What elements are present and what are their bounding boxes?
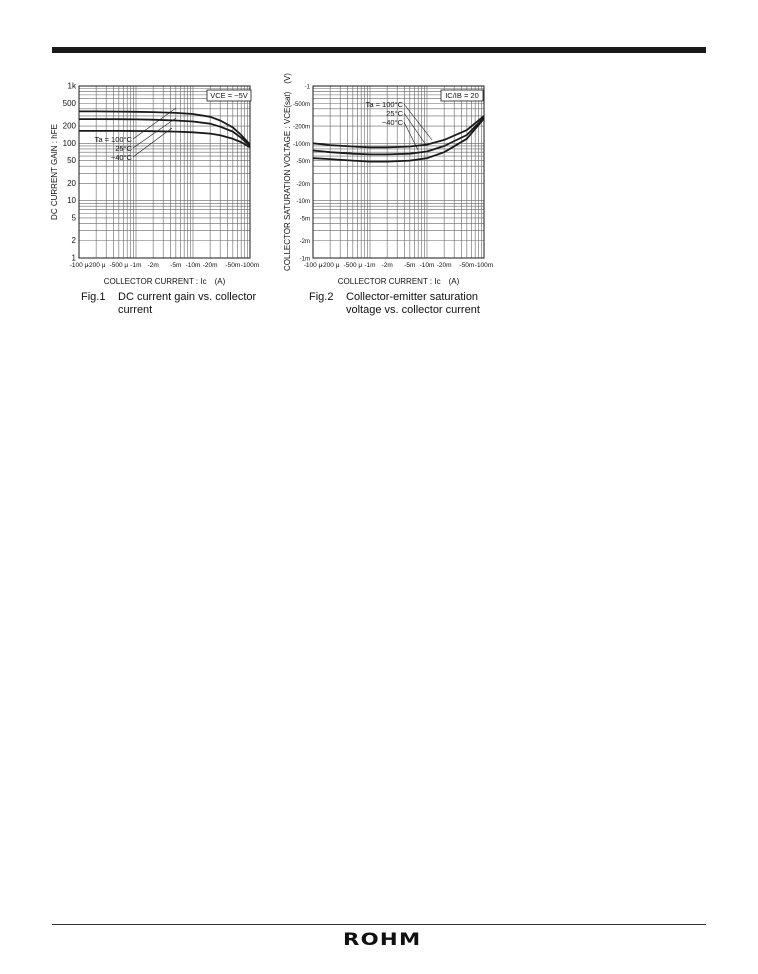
rohm-logo: ROHM [343,930,422,950]
fig2-condition-label: IC/IB = 20 [445,91,479,100]
fig2-x-tick-label: -1m [364,262,376,269]
footer-rule [52,924,706,925]
fig2-caption-text: Collector-emitter saturation voltage vs. collector current [346,291,480,316]
fig1-y-tick-label: 1 [71,253,76,263]
fig2-annotation-1: 25°C [386,109,403,118]
fig2-x-tick-label: -50m [459,262,475,269]
fig2-y-tick-label: -20m [296,181,310,188]
fig1-x-tick-label: -1m [130,262,142,269]
fig2-x-tick-label: -5m [404,262,416,269]
fig2-x-tick-label: -10m [419,262,435,269]
fig2-y-tick-label: -2m [299,239,310,246]
fig1-y-tick-label: 100 [62,138,76,148]
fig1-x-tick-label: -500 μ [109,262,129,269]
fig1-caption-text: DC current gain vs. collector current [118,291,257,316]
fig1-annotation-1: 25°C [115,144,132,153]
fig1-y-tick-label: 1k [67,81,76,91]
fig2-y-tick-label: -100m [292,141,310,148]
fig1-y-tick-label: 10 [67,196,76,206]
fig1-y-tick-label: 20 [67,178,76,188]
fig2-x-tick-label: -2m [381,262,393,269]
fig1-x-tick-label: -50m [225,262,241,269]
fig1-x-tick-label: -5m [170,262,182,269]
fig2-caption [309,291,509,317]
fig2-y-tick-label: -1 [304,84,310,91]
fig2-x-tick-label: -20m [436,262,452,269]
fig2-x-axis-label: COLLECTOR CURRENT : Ic (A) [337,277,460,286]
fig2-y-axis-label: COLLECTOR SATURATION VOLTAGE : VCE(sat) (V) [283,73,292,271]
fig1-y-tick-label: 5 [71,213,76,223]
fig1-x-axis-label: COLLECTOR CURRENT : Ic (A) [103,277,226,286]
fig2-y-tick-label: -5m [299,216,310,223]
fig2-annotation-0: Ta = 100°C [365,100,403,109]
fig1-condition-label: VCE = −5V [210,91,248,100]
fig2-x-tick-label: -100 μ [303,262,323,269]
fig2-y-tick-label: -500m [292,101,310,108]
fig1-caption [81,291,271,317]
fig1-x-tick-label: -20m [202,262,218,269]
fig2-x-tick-label: -500 μ [343,262,363,269]
fig2-caption-number: Fig.2 [309,291,334,303]
fig1-x-tick-label: -10m [185,262,201,269]
fig2-x-tick-label: -200 μ [320,262,340,269]
fig1-y-tick-label: 50 [67,156,76,166]
fig1-caption-number: Fig.1 [81,291,106,303]
fig1-y-tick-label: 2 [71,236,76,246]
fig2-y-tick-label: -1m [299,256,310,263]
fig1-x-tick-label: -100m [240,262,260,269]
fig1-x-tick-label: -2m [147,262,159,269]
fig1-y-tick-label: 500 [62,98,76,108]
fig2-y-tick-label: -10m [296,199,310,206]
fig1-x-tick-label: -100 μ [69,262,89,269]
fig2-x-tick-label: -100m [474,262,494,269]
fig1-y-tick-label: 200 [62,121,76,131]
fig2-y-tick-label: -50m [296,159,310,166]
fig2-y-tick-label: -200m [292,124,310,131]
fig1-annotation-2: −40°C [110,153,132,162]
fig1-annotation-0: Ta = 100°C [94,135,132,144]
fig2-annotation-2: −40°C [381,118,403,127]
fig1-y-axis-label: DC CURRENT GAIN : hFE [50,124,59,220]
fig1-x-tick-label: -200 μ [86,262,106,269]
